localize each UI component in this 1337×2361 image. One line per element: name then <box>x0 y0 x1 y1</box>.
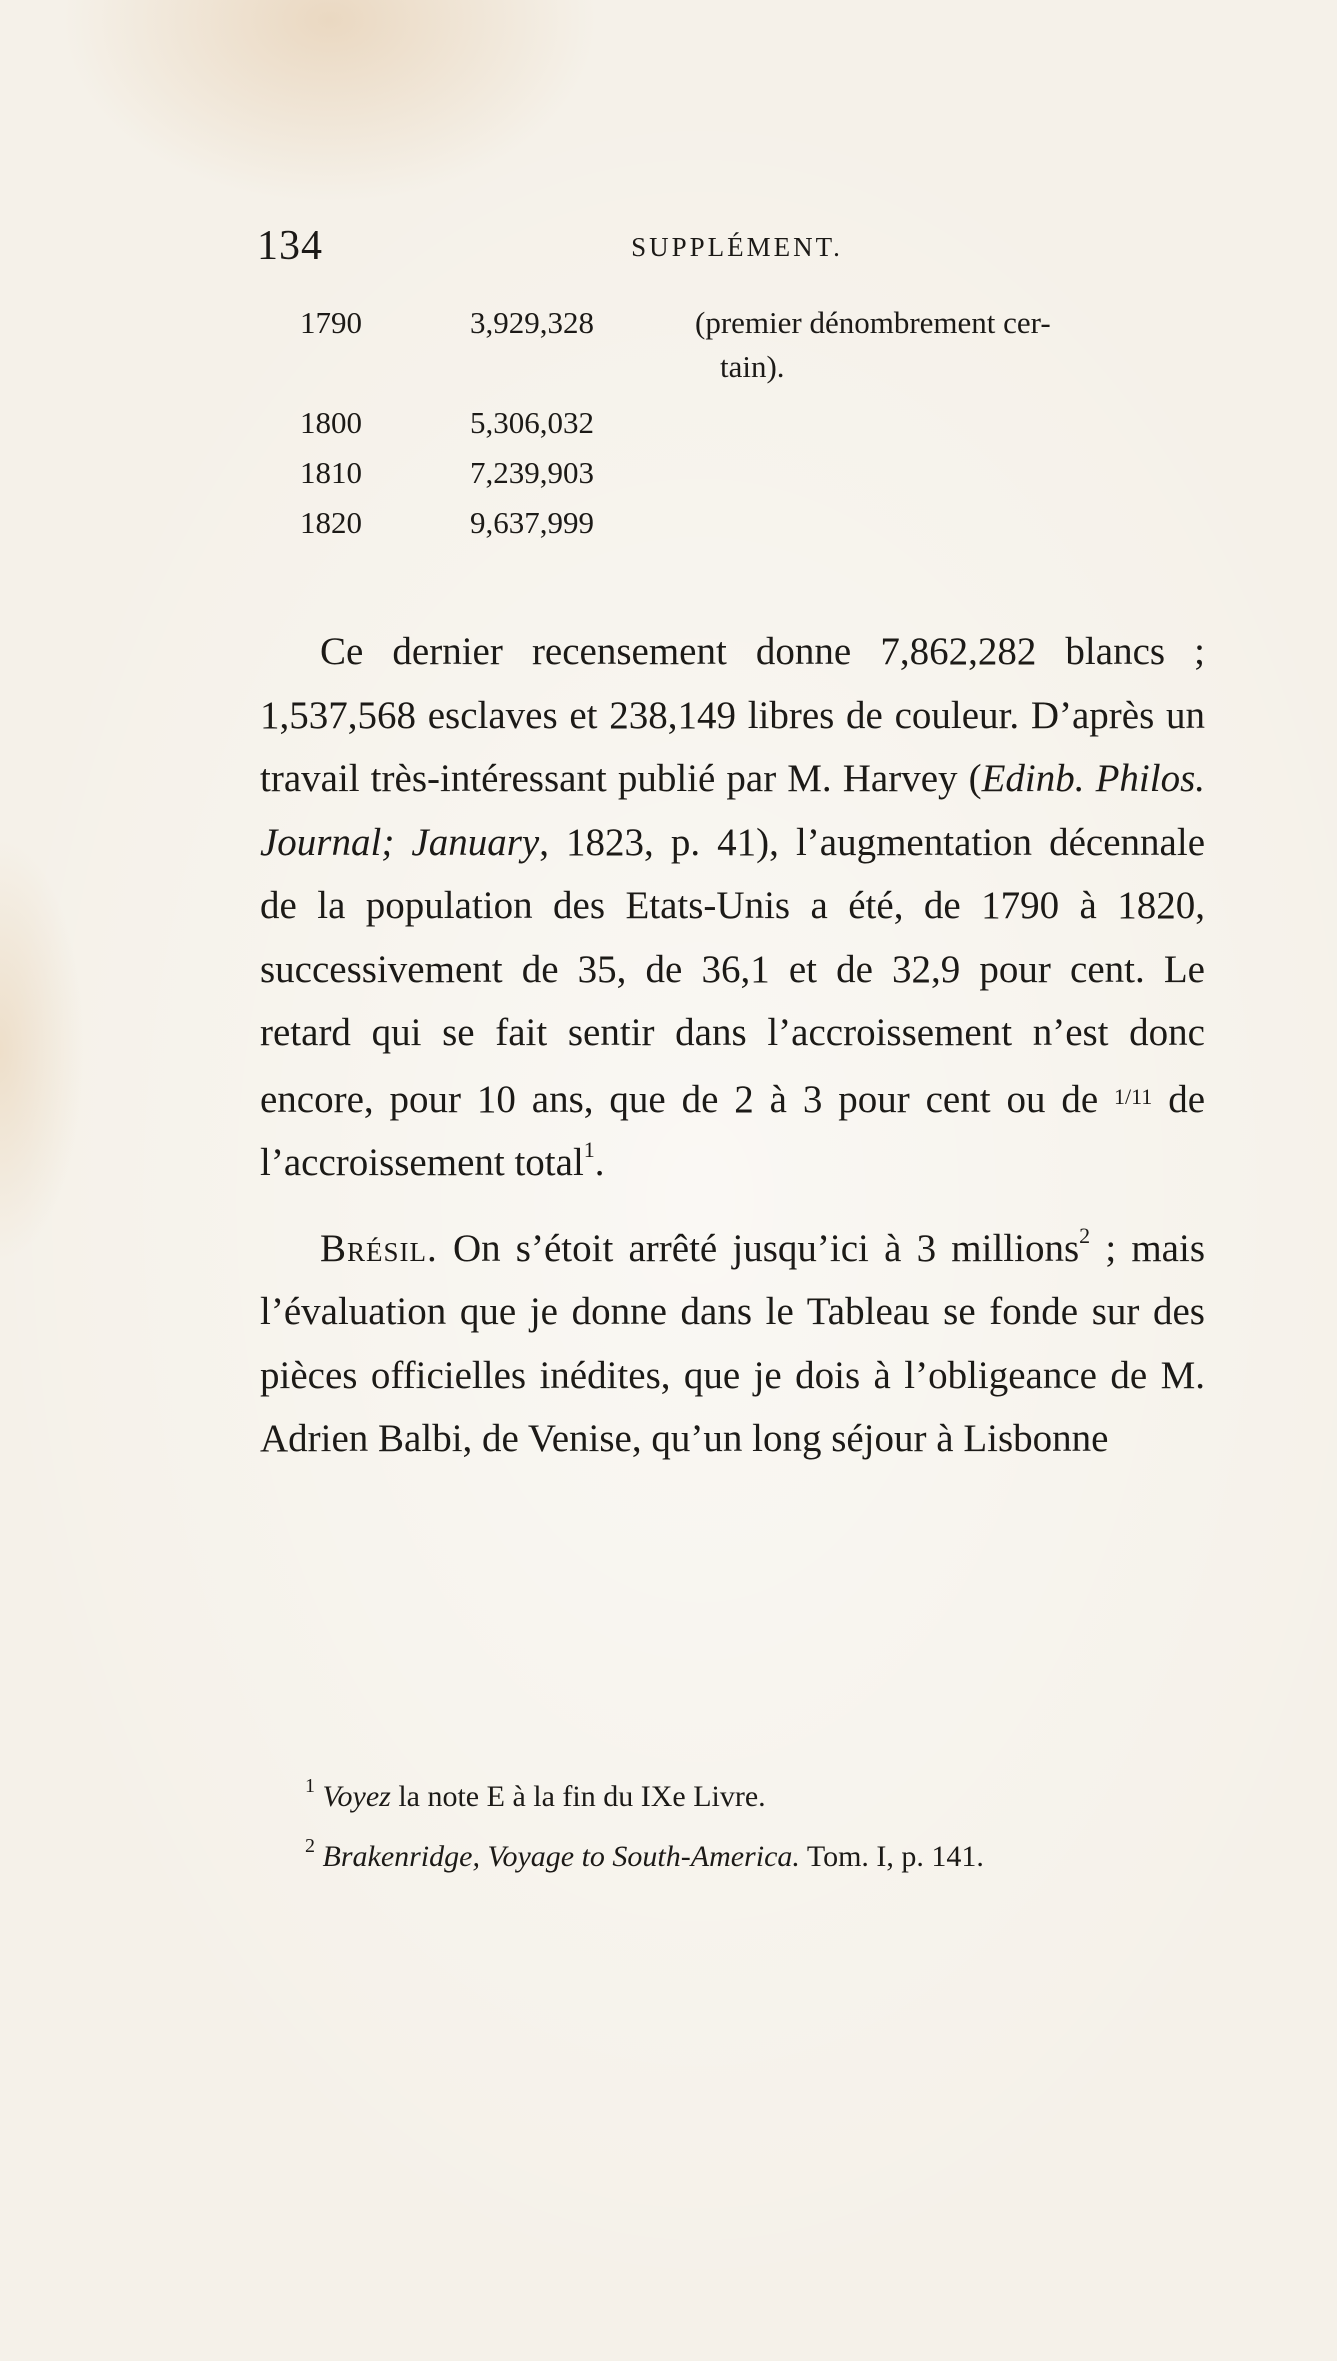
census-count: 5,306,032 <box>470 405 594 440</box>
census-row <box>300 448 1240 498</box>
paragraph-text: ; mais l’évaluation que je donne dans le Tableau se fonde sur des pièces officielles inédites, que je dois à l’obligeance de M. Adrien Balbi, de Venise, qu’un long séjour à Lisbonne <box>260 1226 1205 1460</box>
footnote <box>260 1772 1205 1822</box>
footnote-text: la note E à la fin du IXe Livre. <box>390 1780 766 1813</box>
footnote-number: 2 <box>305 1835 315 1857</box>
census-row <box>300 498 1240 548</box>
census-note: (premier dénombrement cer- <box>695 305 1051 340</box>
footnote-number: 1 <box>305 1775 315 1797</box>
section-lead: Brésil. <box>320 1226 438 1270</box>
footnote-ref[interactable]: 1 <box>583 1137 595 1162</box>
paragraph-text: . <box>594 1141 605 1184</box>
footnote <box>260 1832 1205 1882</box>
body-text <box>260 620 1205 1471</box>
paragraph-text: Ce dernier recensement donne 7,862,282 blancs ; 1,537,568 esclaves et 238,149 libres de couleur. D’après un travail très-intéressant publié par M. Harvey ( <box>260 630 1205 800</box>
running-head: SUPPLÉMENT. <box>631 232 843 262</box>
paragraph-us-population <box>260 620 1205 1195</box>
census-year: 1810 <box>300 455 362 490</box>
census-year: 1790 <box>300 305 362 340</box>
footnote-text: Tom. I, p. 141. <box>799 1840 984 1873</box>
paragraph-bresil <box>260 1217 1205 1471</box>
census-count: 9,637,999 <box>470 505 594 540</box>
footnote-italic: Voyez <box>322 1780 391 1813</box>
census-year: 1800 <box>300 405 362 440</box>
footnotes <box>260 1772 1205 1892</box>
fraction: 1/11 <box>1114 1083 1153 1109</box>
journal-citation: Edinb. Philos. Journal; January <box>260 757 1205 864</box>
paragraph-text: On s’étoit arrêté jusqu’ici à 3 millions <box>437 1226 1080 1270</box>
footnote-ref[interactable]: 2 <box>1079 1222 1091 1248</box>
paragraph-text: de l’accroissement total <box>260 1077 1206 1184</box>
census-year: 1820 <box>300 505 362 540</box>
footnote-italic: Brakenridge, Voyage to South-America. <box>322 1840 800 1873</box>
census-row <box>300 398 1240 448</box>
census-row <box>300 348 1240 398</box>
page-number: 134 <box>257 223 323 269</box>
census-note: tain). <box>720 349 785 384</box>
census-row <box>300 298 1240 348</box>
census-table <box>300 298 1240 548</box>
census-count: 7,239,903 <box>470 455 594 490</box>
census-count: 3,929,328 <box>470 305 594 340</box>
paragraph-text: , 1823, p. 41), l’augmentation décennale de la population des Etats-Unis a été, de 1790 à 1820, successivement de 35, de 36,1 et de 32,9 pour cent. Le retard qui se fait sentir dans l’accroissement n’est donc encore, pour 10 ans, que de 2 à 3 pour cent ou de <box>260 820 1206 1121</box>
page-header <box>257 222 1217 272</box>
